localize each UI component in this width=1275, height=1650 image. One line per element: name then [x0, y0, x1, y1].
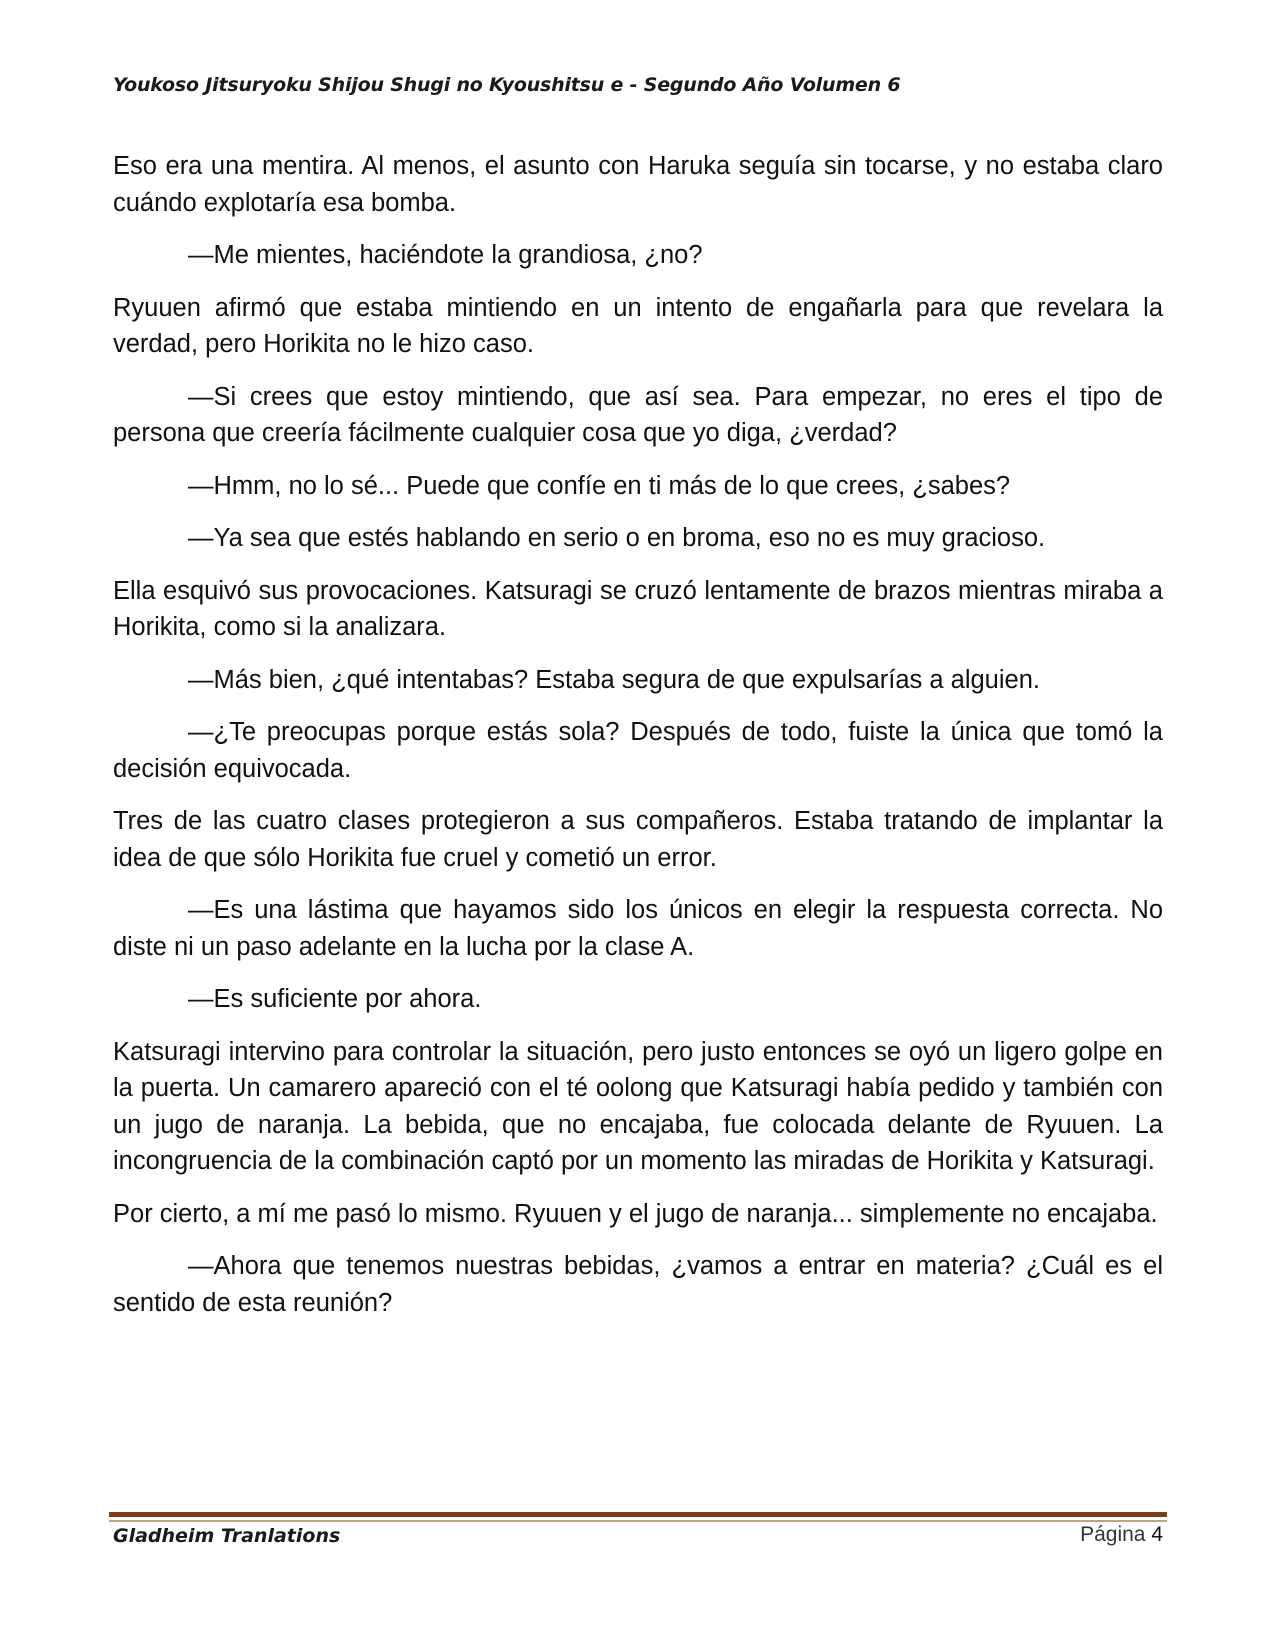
- paragraph-narration: Tres de las cuatro clases protegieron a sus compañeros. Estaba tratando de implantar la idea de que sólo Horikita fue cruel y cometió un error.: [113, 807, 1163, 872]
- footer-page-indicator: [1080, 1523, 1163, 1547]
- page-header-title: Youkoso Jitsuryoku Shijou Shugi no Kyoushitsu e - Segundo Año Volumen 6: [113, 74, 901, 96]
- paragraph-dialogue: —¿Te preocupas porque estás sola? Después de todo, fuiste la única que tomó la decisión equivocada.: [113, 718, 1163, 783]
- paragraph-narration: Ella esquivó sus provocaciones. Katsuragi se cruzó lentamente de brazos mientras miraba a Horikita, como si la analizara.: [113, 576, 1163, 641]
- document-body: [113, 148, 1163, 1337]
- paragraph-dialogue: —Es suficiente por ahora.: [188, 985, 482, 1013]
- footer-divider-thin: [109, 1520, 1167, 1522]
- footer-credit: Gladheim Tranlations: [113, 1525, 341, 1547]
- paragraph-dialogue: —Es una lástima que hayamos sido los únicos en elegir la respuesta correcta. No diste ni un paso adelante en la lucha por la clase A.: [113, 896, 1163, 961]
- paragraph-dialogue: —Si crees que estoy mintiendo, que así sea. Para empezar, no eres el tipo de persona que creería fácilmente cualquier cosa que yo diga, ¿verdad?: [113, 382, 1163, 447]
- paragraph-dialogue: —Ahora que tenemos nuestras bebidas, ¿vamos a entrar en materia? ¿Cuál es el sentido de esta reunión?: [113, 1252, 1163, 1317]
- paragraph-dialogue: —Más bien, ¿qué intentabas? Estaba segura de que expulsarías a alguien.: [188, 665, 1040, 694]
- paragraph-dialogue: —Hmm, no lo sé... Puede que confíe en ti más de lo que crees, ¿sabes?: [188, 471, 1011, 500]
- paragraph-narration: Ryuuen afirmó que estaba mintiendo en un intento de engañarla para que revelara la verdad, pero Horikita no le hizo caso.: [113, 293, 1163, 358]
- footer-divider: [109, 1512, 1167, 1517]
- page-number: 4: [1151, 1523, 1163, 1546]
- paragraph-dialogue: —Me mientes, haciéndote la grandiosa, ¿no?: [188, 241, 703, 269]
- paragraph-narration: Katsuragi intervino para controlar la situación, pero justo entonces se oyó un ligero golpe en la puerta. Un camarero apareció con el té oolong que Katsuragi había pedido y también con un jugo de naranja. La bebida, que no encajaba, fue colocada delante de Ryuuen. La incongruencia de la combinación captó por un momento las miradas de Horikita y Katsuragi.: [113, 1037, 1163, 1175]
- paragraph-narration: Eso era una mentira. Al menos, el asunto con Haruka seguía sin tocarse, y no estaba claro cuándo explotaría esa bomba.: [113, 152, 1163, 217]
- paragraph-dialogue: —Ya sea que estés hablando en serio o en broma, eso no es muy gracioso.: [188, 524, 1046, 552]
- paragraph-narration: Por cierto, a mí me pasó lo mismo. Ryuuen y el jugo de naranja... simplemente no encajaba.: [113, 1199, 1158, 1228]
- page-label: Página: [1080, 1523, 1146, 1546]
